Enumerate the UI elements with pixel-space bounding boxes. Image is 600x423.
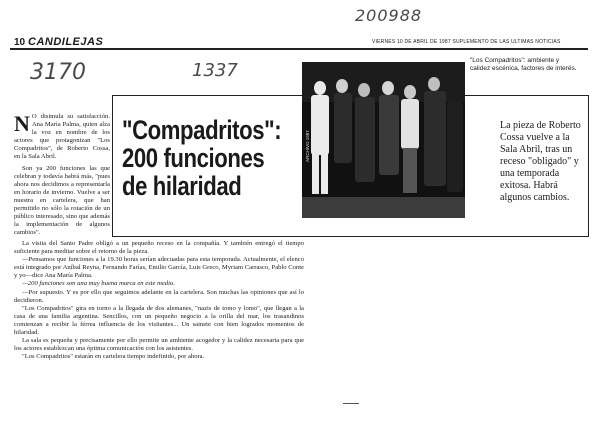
section-title: CANDILEJAS [28, 36, 104, 48]
article-paragraph: "Los Compadritos" estarán en cartelera tiempo indefinido, por ahora. [22, 353, 205, 361]
article-question: —200 funciones son una muy buena marca en este medio. [22, 280, 175, 288]
handwritten-mid-number: 1337 [192, 60, 238, 81]
dateline: VIERNES 10 DE ABRIL DE 1987 SUPLEMENTO DE LAS ULTIMAS NOTICIAS [372, 39, 561, 45]
article-paragraph: —Pensamos que funciones a la 19.30 horas serían adecuadas para esta temporada. Actualmente, el elenco está integrado por Aníbal Reyna, Fernando Farías, Emilio García, Luis Greco, Myriam Carrasco, Pablo Conte y yo—dice Ana María Palma. [14, 256, 304, 280]
photo-credit: ARCHIVO 1987 [305, 130, 310, 162]
header-rule [10, 48, 588, 50]
handwritten-mark [343, 389, 359, 404]
page-number: 10 [14, 37, 26, 48]
handwritten-left-number: 3170 [30, 60, 86, 85]
article-paragraph: O disimula su satisfacción. Ana María Palma, quien alza la voz en nombre de los actores que protagonizan "Los Compadritos", de Roberto Cossa, en la Sala Abril. [14, 113, 110, 161]
handwritten-archive-number: 200988 [355, 6, 423, 25]
article-intro-column [14, 113, 110, 237]
headline: "Compadritos": 200 funciones de hilaridad [122, 115, 282, 201]
lead-text: La pieza de Roberto Cossa vuelve a la Sala Abril, tras un receso "obligado" y una temporada exitosa. Habrá algunos cambios. [500, 120, 581, 203]
cast-photo [302, 62, 465, 218]
article-paragraph: —Por supuesto. Y es por ello que seguimos adelante en la cartelera. Son muchas las opiniones que así lo decidieron. [14, 288, 304, 304]
photo-caption: "Los Compadritos": ambiente y calidez escénica, factores de interés. [470, 57, 577, 72]
article-body [14, 240, 304, 361]
article-paragraph: La sala es pequeña y precisamente por ello permite un ambiente acogedor y la calidez necesaria para que los actores establezcan una óptima comunicación con los asistentes. [14, 337, 304, 353]
drop-cap: N [14, 111, 30, 136]
article-paragraph: La visita del Santo Padre obligó a un pequeño receso en la compañía. Y también entregó el tiempo suficiente para meditar sobre el retorno de la pieza. [14, 240, 304, 256]
article-paragraph: Son ya 200 funciones las que celebran y todavía habrá más, "pues ahora nos decidimos a representarla en horario de invierno. Vuelve a ser nuestra en cartelera, que han permitido no sólo la rotación de un público interesado, sino que además la implementación de algunos cambios". [14, 164, 110, 237]
cast-photo-illustration [302, 62, 465, 218]
article-paragraph: "Los Compadritos" gira en torno a la llegada de dos alemanes, "nazis de tomo y lomo", que llegan a la casa de una familia argentina. Sencillos, con un pequeño negocio a la orilla del mar, los trasandinos comienzan a recibir la férrea influencia de los visitantes... Un sainete con bien logrados momentos de hilaridad. [14, 304, 304, 337]
